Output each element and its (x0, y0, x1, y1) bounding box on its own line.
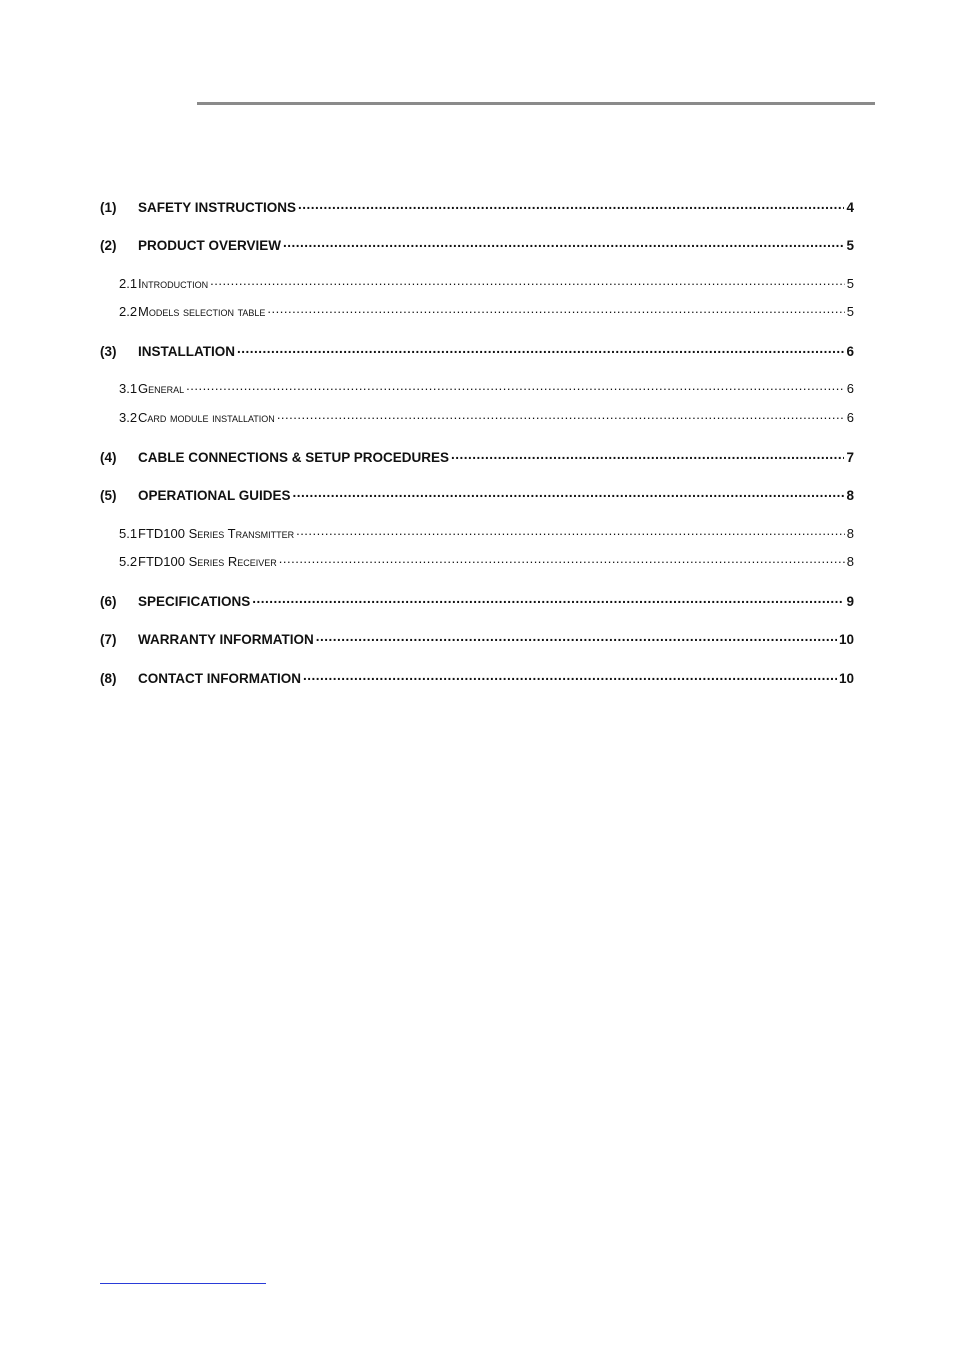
toc-entry-receiver[interactable] (100, 553, 854, 573)
dot-leader (298, 198, 844, 212)
dot-leader (237, 342, 844, 356)
toc-entry-introduction[interactable] (100, 275, 854, 295)
toc-entry-title: Models selection table (138, 304, 266, 319)
toc-entry-page: 6 (846, 381, 854, 396)
toc-entry-title: PRODUCT OVERVIEW (138, 237, 282, 253)
toc-entry-title: WARRANTY INFORMATION (138, 631, 314, 647)
toc-entry-general[interactable] (100, 380, 854, 400)
toc-entry-number: 3.1 (119, 381, 138, 396)
toc-entry-title: OPERATIONAL GUIDES (138, 487, 291, 503)
toc-entry-page: 7 (846, 449, 854, 465)
toc-entry-number: (2) (100, 237, 117, 253)
toc-entry-number: 2.2 (119, 304, 138, 319)
toc-entry-title: CONTACT INFORMATION (138, 670, 301, 686)
toc-entry-product-overview[interactable] (100, 236, 854, 256)
dot-leader (296, 525, 845, 538)
toc-entry-page: 5 (846, 276, 854, 291)
dot-leader (283, 236, 844, 250)
toc-entry-page: 10 (838, 631, 854, 647)
toc-entry-title: Introduction (138, 276, 209, 291)
toc-entry-page: 5 (846, 304, 854, 319)
toc-entry-page: 8 (846, 526, 854, 541)
toc-entry-title: Card module installation (138, 410, 275, 425)
toc-entry-number: 5.1 (119, 526, 138, 541)
dot-leader (451, 448, 844, 462)
dot-leader (303, 669, 837, 683)
toc-entry-specifications[interactable] (100, 592, 854, 612)
toc-entry-number: (5) (100, 487, 117, 503)
toc-entry-number: 3.2 (119, 410, 138, 425)
footer-link-underline[interactable] (100, 1283, 266, 1284)
toc-entry-number: (7) (100, 631, 117, 647)
dot-leader (252, 592, 844, 606)
toc-entry-number: (3) (100, 343, 117, 359)
toc-entry-page: 5 (846, 237, 854, 253)
toc-entry-safety-instructions[interactable] (100, 198, 854, 218)
toc-entry-page: 10 (838, 670, 854, 686)
toc-entry-models-selection-table[interactable] (100, 303, 854, 323)
dot-leader (316, 630, 837, 644)
dot-leader (279, 553, 845, 566)
toc-entry-cable-connections[interactable] (100, 448, 854, 468)
toc-entry-title: SPECIFICATIONS (138, 593, 251, 609)
toc-entry-page: 8 (846, 554, 854, 569)
toc-entry-page: 6 (846, 410, 854, 425)
dot-leader (293, 486, 845, 500)
toc-entry-title: INSTALLATION (138, 343, 235, 359)
dot-leader (277, 409, 845, 422)
toc-entry-title: SAFETY INSTRUCTIONS (138, 199, 297, 215)
toc-entry-number: (4) (100, 449, 117, 465)
toc-entry-number: (6) (100, 593, 117, 609)
toc-entry-page: 6 (846, 343, 854, 359)
toc-entry-title: General (138, 381, 185, 396)
toc-entry-number: (8) (100, 670, 117, 686)
toc-entry-warranty-information[interactable] (100, 630, 854, 650)
toc-entry-card-module-installation[interactable] (100, 409, 854, 429)
toc-entry-page: 8 (846, 487, 854, 503)
header-rule (197, 102, 875, 105)
toc-entry-installation[interactable] (100, 342, 854, 362)
toc-entry-title: FTD100 Series Receiver (138, 554, 277, 569)
toc-entry-page: 9 (846, 593, 854, 609)
dot-leader (186, 380, 845, 393)
toc-entry-page: 4 (846, 199, 854, 215)
toc-entry-number: (1) (100, 199, 117, 215)
dot-leader (267, 303, 844, 316)
toc-entry-contact-information[interactable] (100, 669, 854, 689)
toc-entry-transmitter[interactable] (100, 525, 854, 545)
toc-entry-number: 5.2 (119, 554, 138, 569)
toc-entry-number: 2.1 (119, 276, 138, 291)
toc-entry-operational-guides[interactable] (100, 486, 854, 506)
toc-entry-title: FTD100 Series Transmitter (138, 526, 295, 541)
dot-leader (210, 275, 845, 288)
toc-entry-title: CABLE CONNECTIONS & SETUP PROCEDURES (138, 449, 450, 465)
